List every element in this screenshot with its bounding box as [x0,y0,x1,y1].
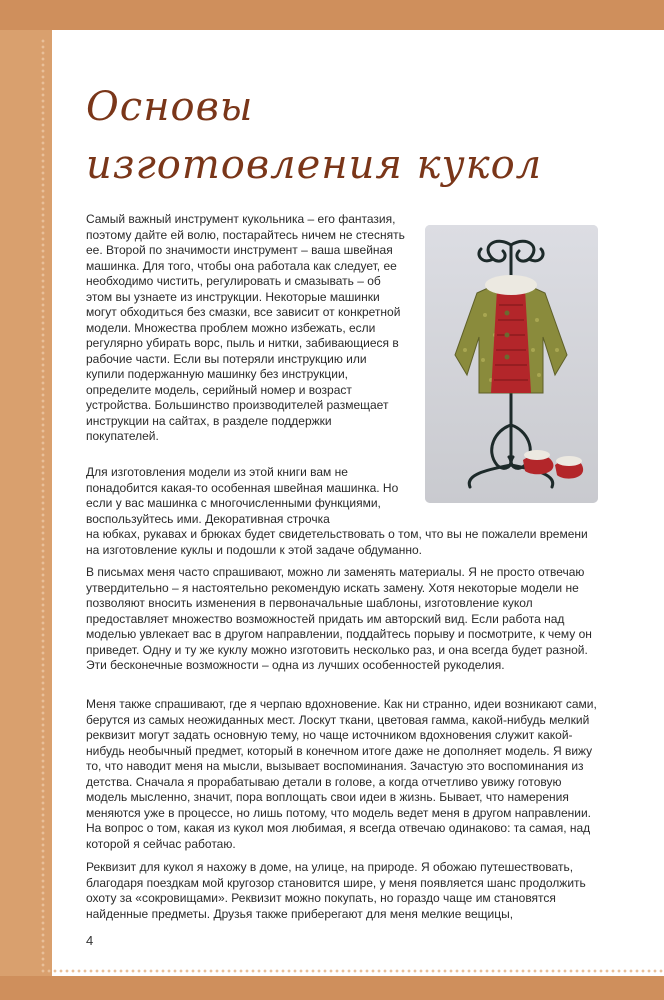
paragraph-4: Меня также спрашивают, где я черпаю вдохновение. Как ни странно, идеи возникают сами, берутся из самых неожиданных мест. Лоскут ткани, цветовая гамма, какой-нибудь мелкий реквизит могут задать основную тему, но чаще источником вдохновения служит какой-нибудь необычный предмет, который в конечном итоге даже не дополняет модель. Я вижу то, что наводит меня на мысли, вызывает воспоминания. Зачастую это воспоминания из детства. Сначала я прорабатываю детали в голове, а когда отчетливо увижу готовую модель мысленно, значит, пора воплощать свои идеи в жизнь. Бывает, что намерения меняются уже в процессе, но лишь потому, что модель ведет меня в другом направлении. На вопрос о том, какая из кукол моя любимая, я всегда отвечаю одинаково: та самая, над которой я сейчас работаю. [86,697,597,851]
paragraph-2-part-b: на юбках, рукавах и брюках будет свидетельствовать о том, что вы не пожалели времени на изготовление куклы и подошли к этой задаче обдуманно. [86,527,588,557]
top-border [0,0,664,30]
doll-clothes-illustration [425,225,598,503]
paragraph-1: Самый важный инструмент кукольника – его фантазия, поэтому дайте ей волю, постарайтесь ничем не стеснять ее. Второй по значимости инструмент – ваша швейная машинка. Для того, чтобы она работала как следует, ее необходимо чистить, регулировать и смазывать – об этом вы узнаете из инструкции. Некоторые машинки могут обходиться без смазки, все зависит от конкретной модели. Множества проблем можно избежать, если регулярно убирать ворс, пыль и нитки, забивающиеся в рабочие части. Если вы потеряли инструкцию или купили подержанную машинку без инструкции, определите модель, серийный номер и возраст устройства. Большинство производителей размещает инструкции на сайтах, в разделе поддержки покупателей. [86,212,405,443]
page-number: 4 [86,933,94,948]
paragraph-5: Реквизит для кукол я нахожу в доме, на улице, на природе. Я обожаю путешествовать, благодаря поездкам мой кругозор становится шире, у меня появляется шанс продолжить охоту за «сокровищами». Реквизит можно покупать, но гораздо чаще им становятся найденные предметы. Друзья также приберегают для меня мелкие вещицы, [86,860,586,921]
bottom-border [0,976,664,1000]
paragraph-2 [86,465,598,558]
dotted-border-bottom [40,968,664,974]
title-line-1: Основы [86,84,254,130]
chapter-title [86,78,606,194]
paragraph-2-part-a: Для изготовления модели из этой книги вам не понадобится какая-то особенная швейная машинка. Но если у вас машинка с многочисленными функциями, воспользуйтесь ими. Декоративная строчка [86,465,399,526]
title-line-2: изготовления кукол [86,142,543,188]
dotted-border-left [40,38,46,968]
paragraph-3: В письмах меня часто спрашивают, можно ли заменять материалы. Я не просто отвечаю утвердительно – я настоятельно рекомендую искать замену. Хотя некоторые модели не позволяют вносить изменения в первоначальные шаблоны, изготовление кукол предоставляет множество возможностей придать им авторский вид. Если работа над моделью увлекает вас в другом направлении, поддайтесь порыву и посмотрите, к чему он приведет. Одну и ту же куклу можно изготовить несколько раз, и она всегда будет разной. Эти бесконечные возможности – одна из лучших особенностей рукоделия. [86,565,592,672]
doll-clothes-photo [425,225,598,503]
